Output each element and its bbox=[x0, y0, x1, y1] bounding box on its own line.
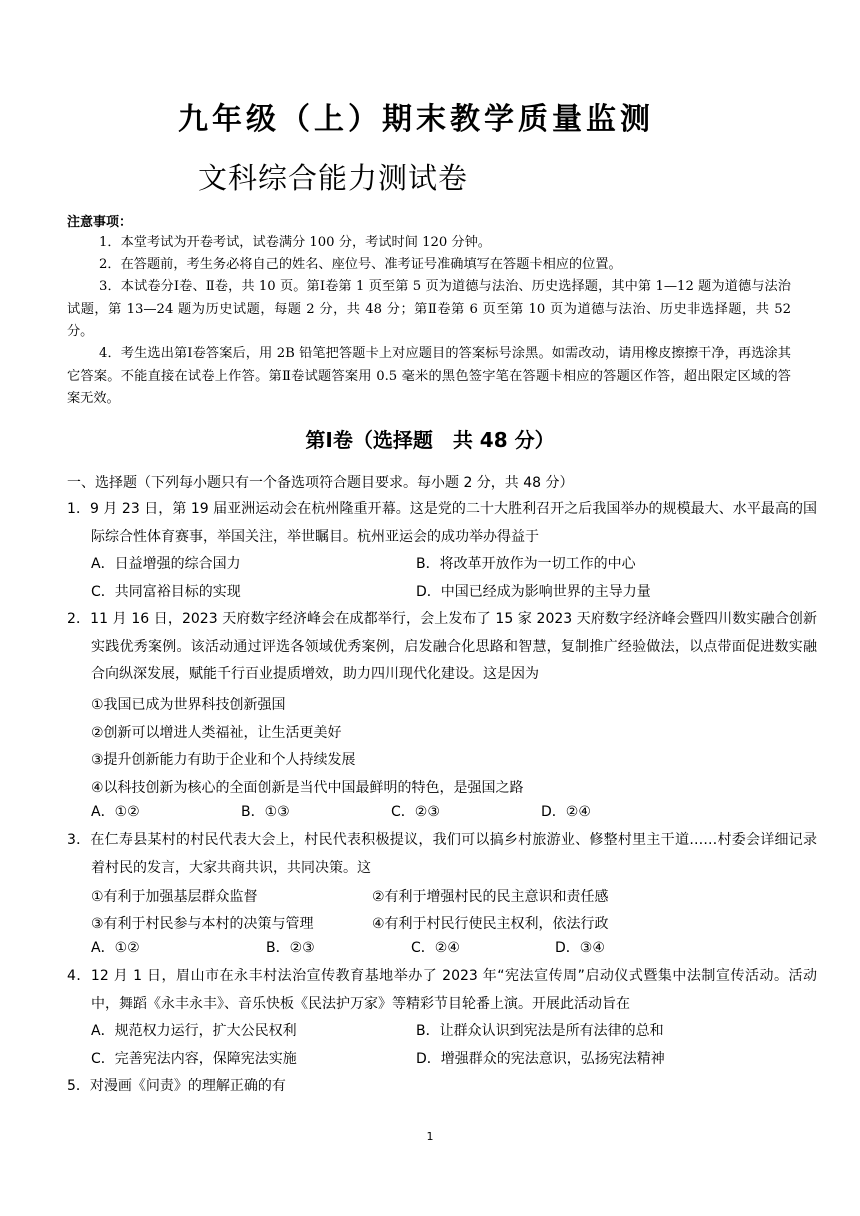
option-b: B．②③ bbox=[266, 940, 315, 956]
option-c: C．②③ bbox=[391, 804, 440, 820]
notes-heading: 注意事项： bbox=[67, 215, 133, 230]
exam-subtitle: 文科综合能力测试卷 bbox=[198, 161, 469, 195]
option-d: D．③④ bbox=[555, 940, 605, 956]
option-a: A．日益增强的综合国力 bbox=[91, 556, 241, 572]
option-c: C．共同富裕目标的实现 bbox=[91, 583, 241, 600]
statement-4: ④有利于村民行使民主权利，依法行政 bbox=[372, 916, 609, 932]
question-4-stem: 4．12 月 1 日，眉山市在永丰村法治宣传教育基地举办了 2023 年“宪法宣传周”启动仪式暨集中法制宣传活动。活动中，舞蹈《永丰永丰》、音乐快板《民法护万家》等精彩节目轮番上演。开展此活动旨在 bbox=[67, 968, 817, 1012]
part-heading: 一、选择题（下列每小题只有一个备选项符合题目要求。每小题 2 分，共 48 分） bbox=[67, 475, 574, 491]
question-1-options bbox=[91, 551, 791, 606]
question-2-options bbox=[91, 799, 791, 827]
option-b: B．将改革开放作为一切工作的中心 bbox=[416, 556, 636, 572]
statement-4: ④以科技创新为核心的全面创新是当代中国最鲜明的特色，是强国之路 bbox=[91, 780, 524, 796]
statement-1: ①我国已成为世界科技创新强国 bbox=[91, 697, 286, 713]
note-item: 2．在答题前，考生务必将自己的姓名、座位号、准考证号准确填写在答题卡相应的位置。 bbox=[99, 257, 622, 272]
question-1-stem: 1．9 月 23 日，第 19 届亚洲运动会在杭州隆重开幕。这是党的二十大胜利召开之后我国举办的规模最大、水平最高的国际综合性体育赛事，举国关注，举世瞩目。杭州亚运会的成功举办得益于 bbox=[67, 501, 817, 545]
option-c: C．②④ bbox=[411, 940, 460, 956]
question-5-stem: 5．对漫画《问责》的理解正确的有 bbox=[67, 1078, 286, 1094]
statement-3: ③有利于村民参与本村的决策与管理 bbox=[91, 916, 314, 932]
option-d: D．中国已经成为影响世界的主导力量 bbox=[416, 583, 651, 600]
statement-2: ②创新可以增进人类福祉，让生活更美好 bbox=[91, 725, 342, 741]
question-2-stem: 2．11 月 16 日，2023 天府数字经济峰会在成都举行，会上发布了 15 家 2023 天府数字经济峰会暨四川数实融合创新实践优秀案例。该活动通过评选各领域优秀案例，启发融合化思路和智慧，复制推广经验做法，以点带面促进数实融合向纵深发展，赋能千行百业提质增效，助力四川现代化建设。这是因为 bbox=[67, 611, 817, 683]
statement-2: ②有利于增强村民的民主意识和责任感 bbox=[372, 889, 609, 905]
note-item: 1．本堂考试为开卷考试，试卷满分 100 分，考试时间 120 分钟。 bbox=[99, 235, 491, 250]
statement-3: ③提升创新能力有助于企业和个人持续发展 bbox=[91, 752, 356, 768]
note-item: 4．考生选出第Ⅰ卷答案后，用 2B 铅笔把答题卡上对应题目的答案标号涂黑。如需改动，请用橡皮擦擦干净，再选涂其它答案。不能直接在试卷上作答。第Ⅱ卷试题答案用 0.5 毫米的黑色签字笔在答题卡相应的答题区作答，超出限定区域的答案无效。 bbox=[67, 346, 791, 406]
option-d: D．②④ bbox=[541, 804, 591, 820]
option-b: B．让群众认识到宪法是所有法律的总和 bbox=[416, 1023, 664, 1039]
option-a: A．①② bbox=[91, 940, 140, 956]
question-4-options bbox=[91, 1018, 791, 1073]
question-3-options bbox=[91, 935, 791, 963]
statement-row bbox=[91, 886, 791, 906]
option-a: A．规范权力运行，扩大公民权利 bbox=[91, 1023, 297, 1039]
exam-title: 九年级（上）期末教学质量监测 bbox=[178, 102, 654, 137]
question-3-stem: 3．在仁寿县某村的村民代表大会上，村民代表积极提议，我们可以搞乡村旅游业、修整村里主干道……村委会详细记录着村民的发言，大家共商共识，共同决策。这 bbox=[67, 832, 817, 876]
option-d: D．增强群众的宪法意识，弘扬宪法精神 bbox=[416, 1050, 665, 1067]
statement-1: ①有利于加强基层群众监督 bbox=[91, 889, 258, 905]
option-a: A．①② bbox=[91, 804, 140, 820]
option-b: B．①③ bbox=[241, 804, 290, 820]
option-c: C．完善宪法内容，保障宪法实施 bbox=[91, 1050, 297, 1067]
page-number: 1 bbox=[426, 1130, 434, 1143]
note-item: 3．本试卷分Ⅰ卷、Ⅱ卷，共 10 页。第Ⅰ卷第 1 页至第 5 页为道德与法治、历史选择题，其中第 1—12 题为道德与法治试题，第 13—24 题为历史试题，每题 2 分，共 48 分；第Ⅱ卷第 6 页至第 10 页为道德与法治、历史非选择题，共 52 分。 bbox=[67, 279, 791, 339]
statement-row bbox=[91, 913, 791, 933]
section-title: 第Ⅰ卷（选择题 共 48 分） bbox=[305, 428, 555, 452]
